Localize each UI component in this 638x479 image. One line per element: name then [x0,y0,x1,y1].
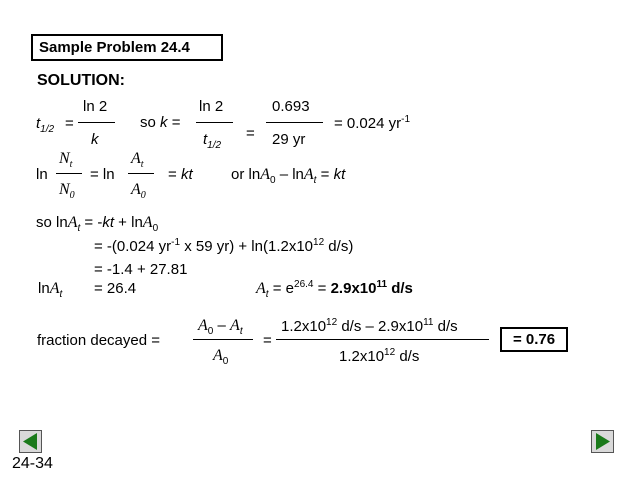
fraction-bar-n [56,173,82,174]
step-3: = -1.4 + 27.81 [94,261,188,278]
solution-label: SOLUTION: [37,72,125,89]
fraction-denominator: $A_0$ [213,347,229,367]
eq-sign-d: = [263,332,272,349]
problem-title: Sample Problem 24.4 [31,34,223,61]
denominator-29yr: 29 yr [272,131,306,148]
numerator-0693: 0.693 [272,98,310,115]
numerator-ln2: ln 2 [83,98,108,115]
fraction-bar-d [193,339,253,340]
so-k-label: so k = [140,114,181,131]
rate-constant-result: = 0.024 $yr^{-1}$ [334,114,411,132]
eq-kt: = kt [168,166,193,183]
fraction-bar-e [276,339,489,340]
step-4-ln: lnA$_t$ [38,280,63,300]
N-0: $N_0$ [59,181,75,202]
fraction-bar [78,122,115,123]
fraction-decayed-label: fraction decayed = [37,332,160,349]
triangle-left-icon[interactable] [19,430,42,453]
answer-box: = 0.76 [500,327,568,352]
step-final: $A_t = e^{26.4} = 2.9x10^{11}$ d/s [256,279,413,300]
fraction-bar-c [266,122,323,123]
step-4-value: = 26.4 [94,280,137,297]
fraction-numerator-values: $1.2x10^{12}$ $d/s - 2.9x10^{11}$ d/s [281,317,458,335]
A-t: $A_t$ [131,150,144,171]
eq-ln-label: = ln [90,166,115,183]
fraction-numerator: $A_0 - A_t$ [198,317,243,337]
triangle-right-icon[interactable] [591,430,614,453]
slide-number: 24-34 [12,455,53,472]
fraction-bar-a [128,173,154,174]
alt-form: or lnA$_0$ – lnA$_t$ = kt [231,166,346,186]
fraction-denominator-values: $1.2x10^{12}$ d/s [339,347,420,365]
fraction-bar-b [196,122,233,123]
N-t: $N_t$ [59,150,73,171]
eq-sign: = [65,115,74,132]
eq-sign-b: = [246,125,255,142]
t-half-var: $t_{1/2}$ [36,115,55,135]
denominator-t-half: $t_{1/2}$ [203,131,222,151]
A-0: $A_0$ [131,181,146,202]
step-2: = -(0.024 $yr^{-1}$ x 59 $yr) + \ln(1.2x10^{12}$ d/s) [94,237,354,255]
denominator-k: k [91,131,99,148]
ln-label: ln [36,166,48,183]
step-1: so lnA$_t$ = -kt + lnA$_0$ [36,214,159,234]
numerator-ln2-b: ln 2 [199,98,224,115]
